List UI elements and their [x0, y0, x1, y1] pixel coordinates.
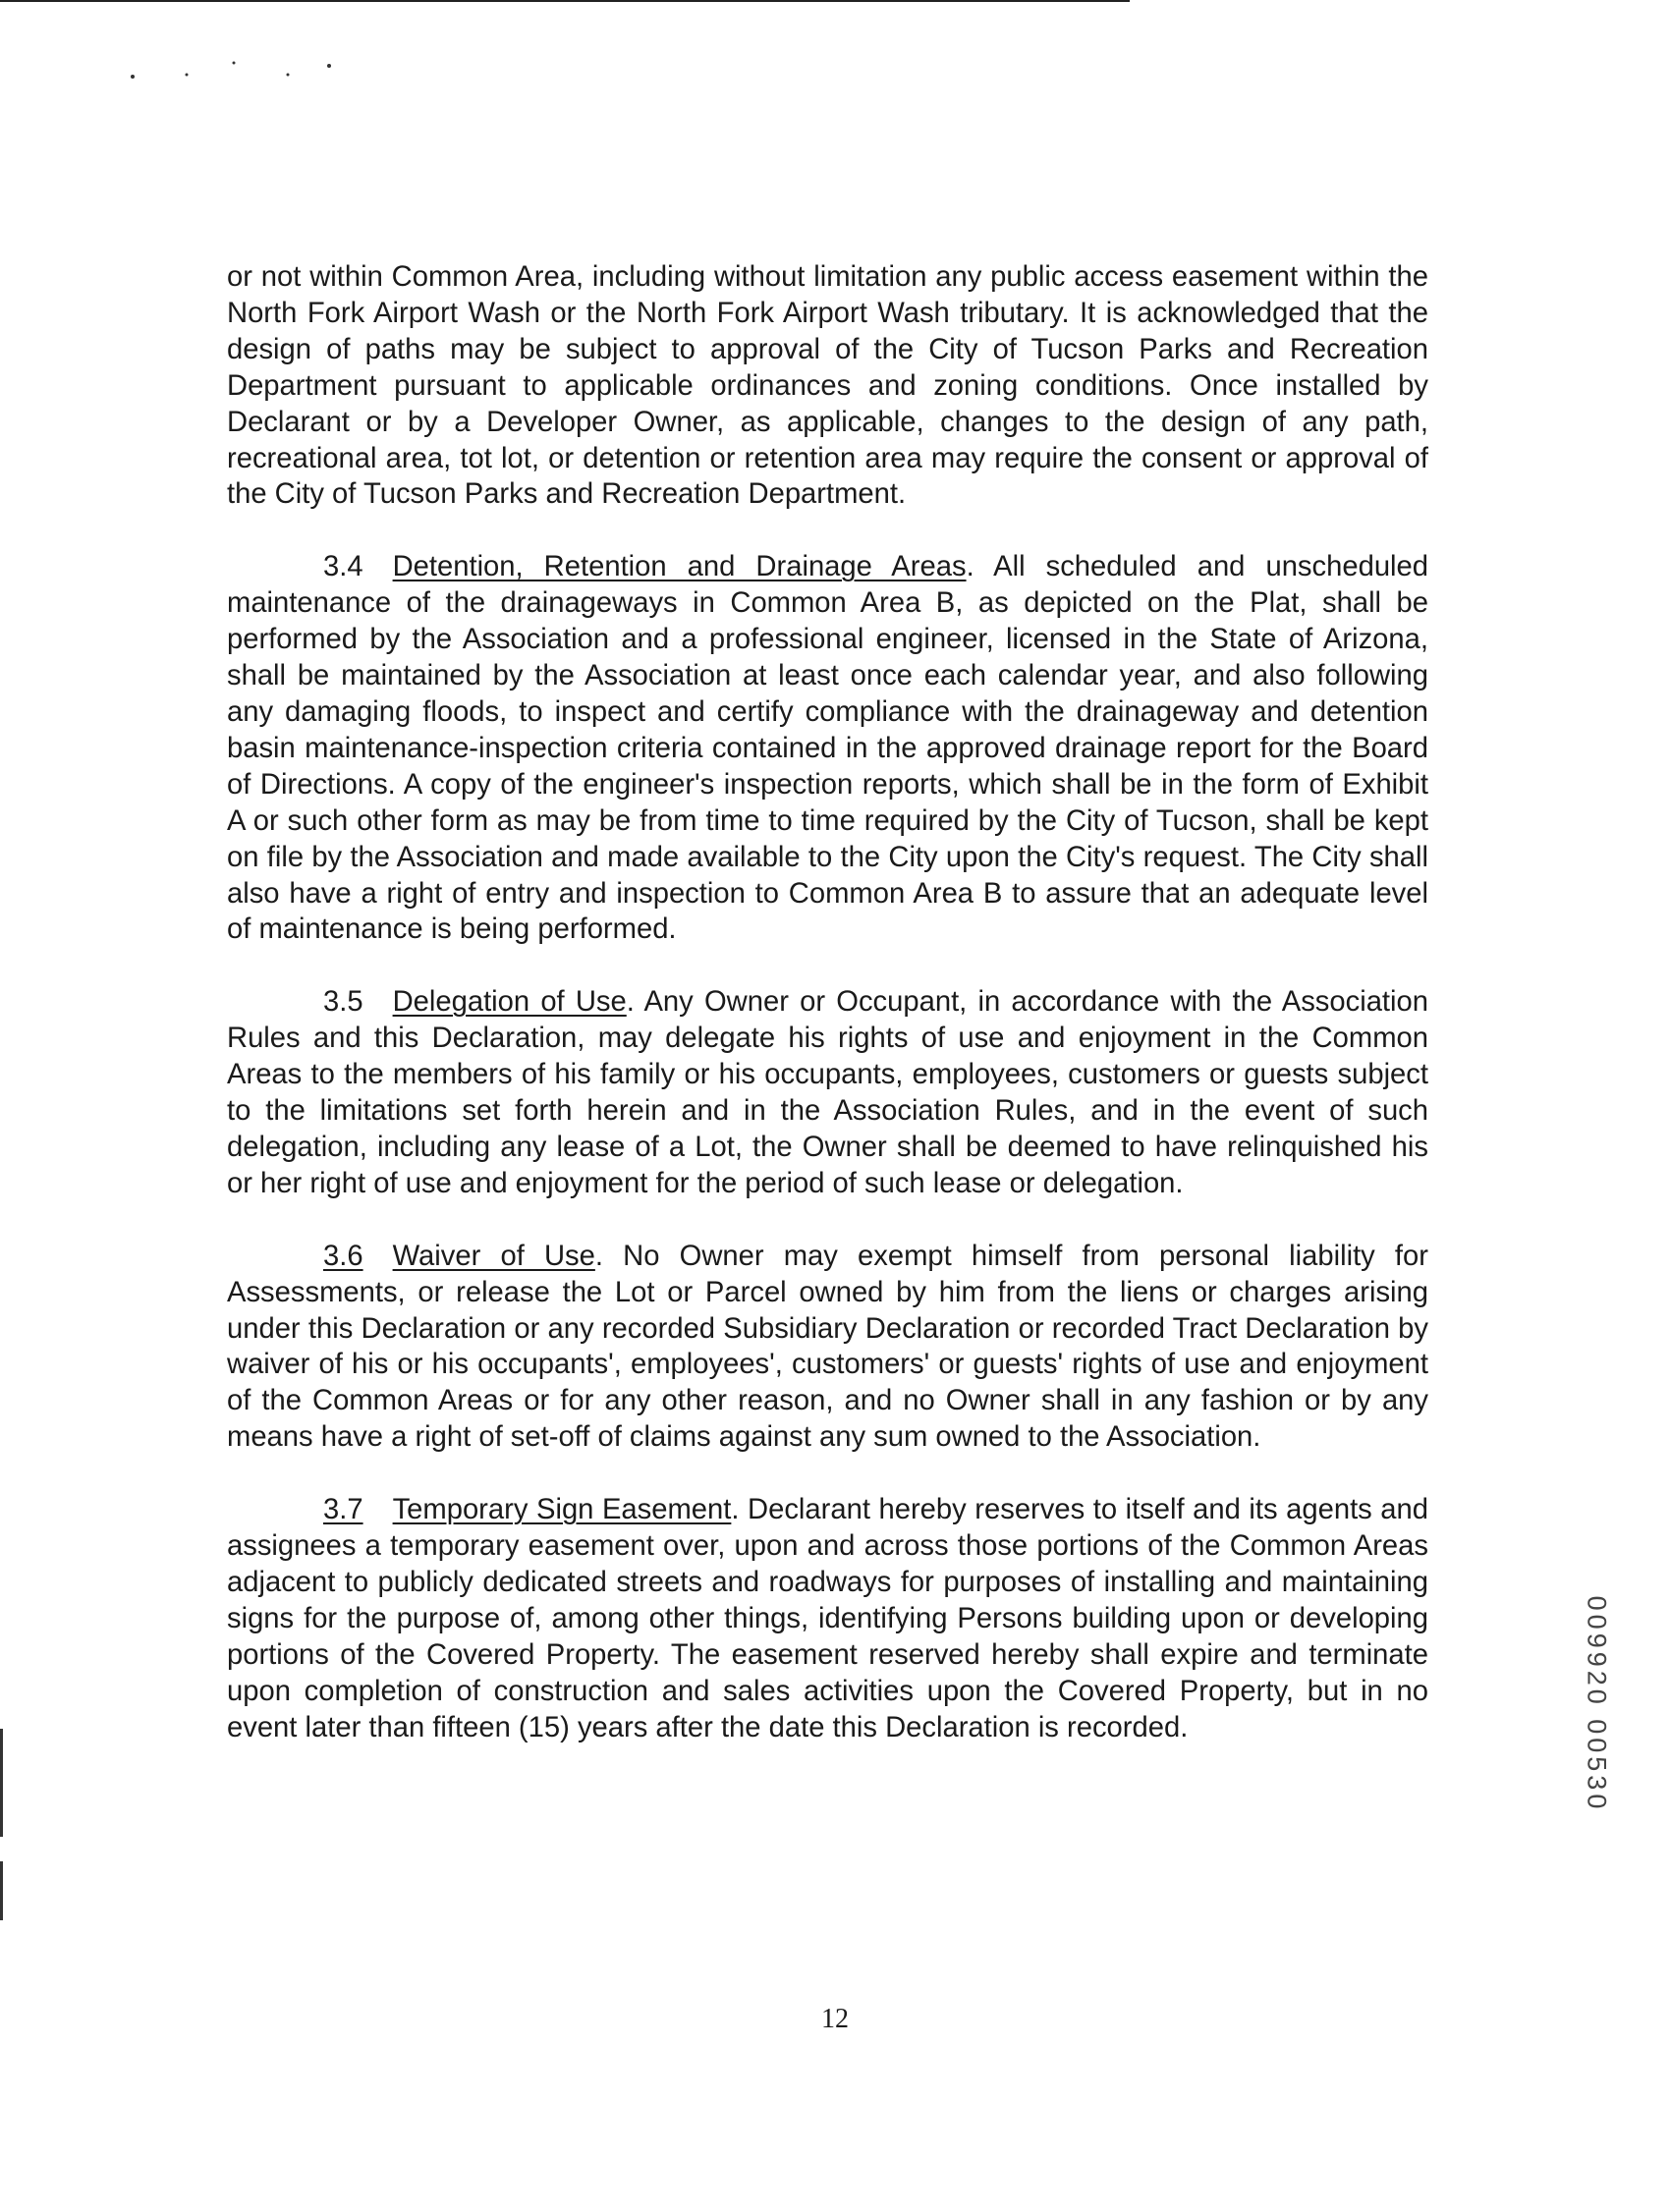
scan-top-edge-line: [0, 0, 1130, 2]
page-number: 12: [821, 2004, 849, 2034]
section-body: . No Owner may exempt himself from personal liability for Assessments, or release the Lot or Parcel owned by him from the liens or charges arising under this Declaration or any recorded Subsidiary Declaration or recorded Tract Declaration by waiver of his or his occupants', employees', customers' or guests' rights of use and enjoyment of the Common Areas or for any other reason, and no Owner shall in any fashion or by any means have a right of set-off of claims against any sum owned to the Association.: [227, 1240, 1428, 1454]
section-number: 3.5: [323, 986, 363, 1019]
section-3-5: [227, 984, 1428, 1201]
section-3-6: [227, 1239, 1428, 1456]
section-heading: Delegation of Use: [392, 986, 627, 1019]
scan-left-edge-mark: [0, 1729, 3, 1837]
section-body: . All scheduled and unscheduled maintenance of the drainageways in Common Area B, as depicted on the Plat, shall be performed by the Association and a professional engineer, licensed in the State of Arizona, shall be maintained by the Association at least once each calendar year, and also following any damaging floods, to inspect and certify compliance with the drainageway and detention basin maintenance-inspection criteria contained in the approved drainage report for the Board of Directions. A copy of the engineer's inspection reports, which shall be in the form of Exhibit A or such other form as may be from time to time required by the City of Tucson, shall be kept on file by the Association and made available to the City upon the City's request. The City shall also have a right of entry and inspection to Common Area B to assure that an adequate level of maintenance is being performed.: [227, 551, 1428, 946]
section-3-7: [227, 1492, 1428, 1745]
section-body: . Any Owner or Occupant, in accordance with the Association Rules and this Declaration, may delegate his rights of use and enjoyment in the Common Areas to the members of his family or his occupants, employees, customers or guests subject to the limitations set forth herein and in the Association Rules, and in the event of such delegation, including any lease of a Lot, the Owner shall be deemed to have relinquished his or her right of use and enjoyment for the period of such lease or delegation.: [227, 986, 1428, 1199]
scan-left-edge-mark: [0, 1861, 3, 1920]
section-heading: Detention, Retention and Drainage Areas: [392, 551, 967, 583]
section-number: 3.7: [323, 1494, 363, 1526]
paragraph-text: or not within Common Area, including without limitation any public access easement within the North Fork Airport Wash or the North Fork Airport Wash tributary. It is acknowledged that the design of paths may be subject to approval of the City of Tucson Parks and Recreation Department pursuant to applicable ordinances and zoning conditions. Once installed by Declarant or by a Developer Owner, as applicable, changes to the design of any path, recreational area, tot lot, or detention or retention area may require the consent or approval of the City of Tucson Parks and Recreation Department.: [227, 261, 1428, 511]
section-body: . Declarant hereby reserves to itself and its agents and assignees a temporary easement over, upon and across those portions of the Common Areas adjacent to publicly dedicated streets and roadways for purposes of installing and maintaining signs for the purpose of, among other things, identifying Persons building upon or developing portions of the Covered Property. The easement reserved hereby shall expire and terminate upon completion of construction and sales activities upon the Covered Property, but in no event later than fifteen (15) years after the date this Declaration is recorded.: [227, 1494, 1429, 1743]
section-heading: Waiver of Use: [392, 1240, 595, 1272]
scan-speck-marks: [118, 57, 354, 81]
document-body: [227, 259, 1428, 1746]
section-3-4: [227, 549, 1428, 948]
paragraph-continuation: [227, 259, 1428, 513]
section-heading: Temporary Sign Easement: [392, 1494, 732, 1526]
recording-stamp-text: 009920 00530: [1582, 1595, 1612, 1813]
recording-stamp: [1582, 1572, 1611, 1837]
section-number: 3.4: [323, 551, 363, 583]
section-number: 3.6: [323, 1240, 363, 1272]
